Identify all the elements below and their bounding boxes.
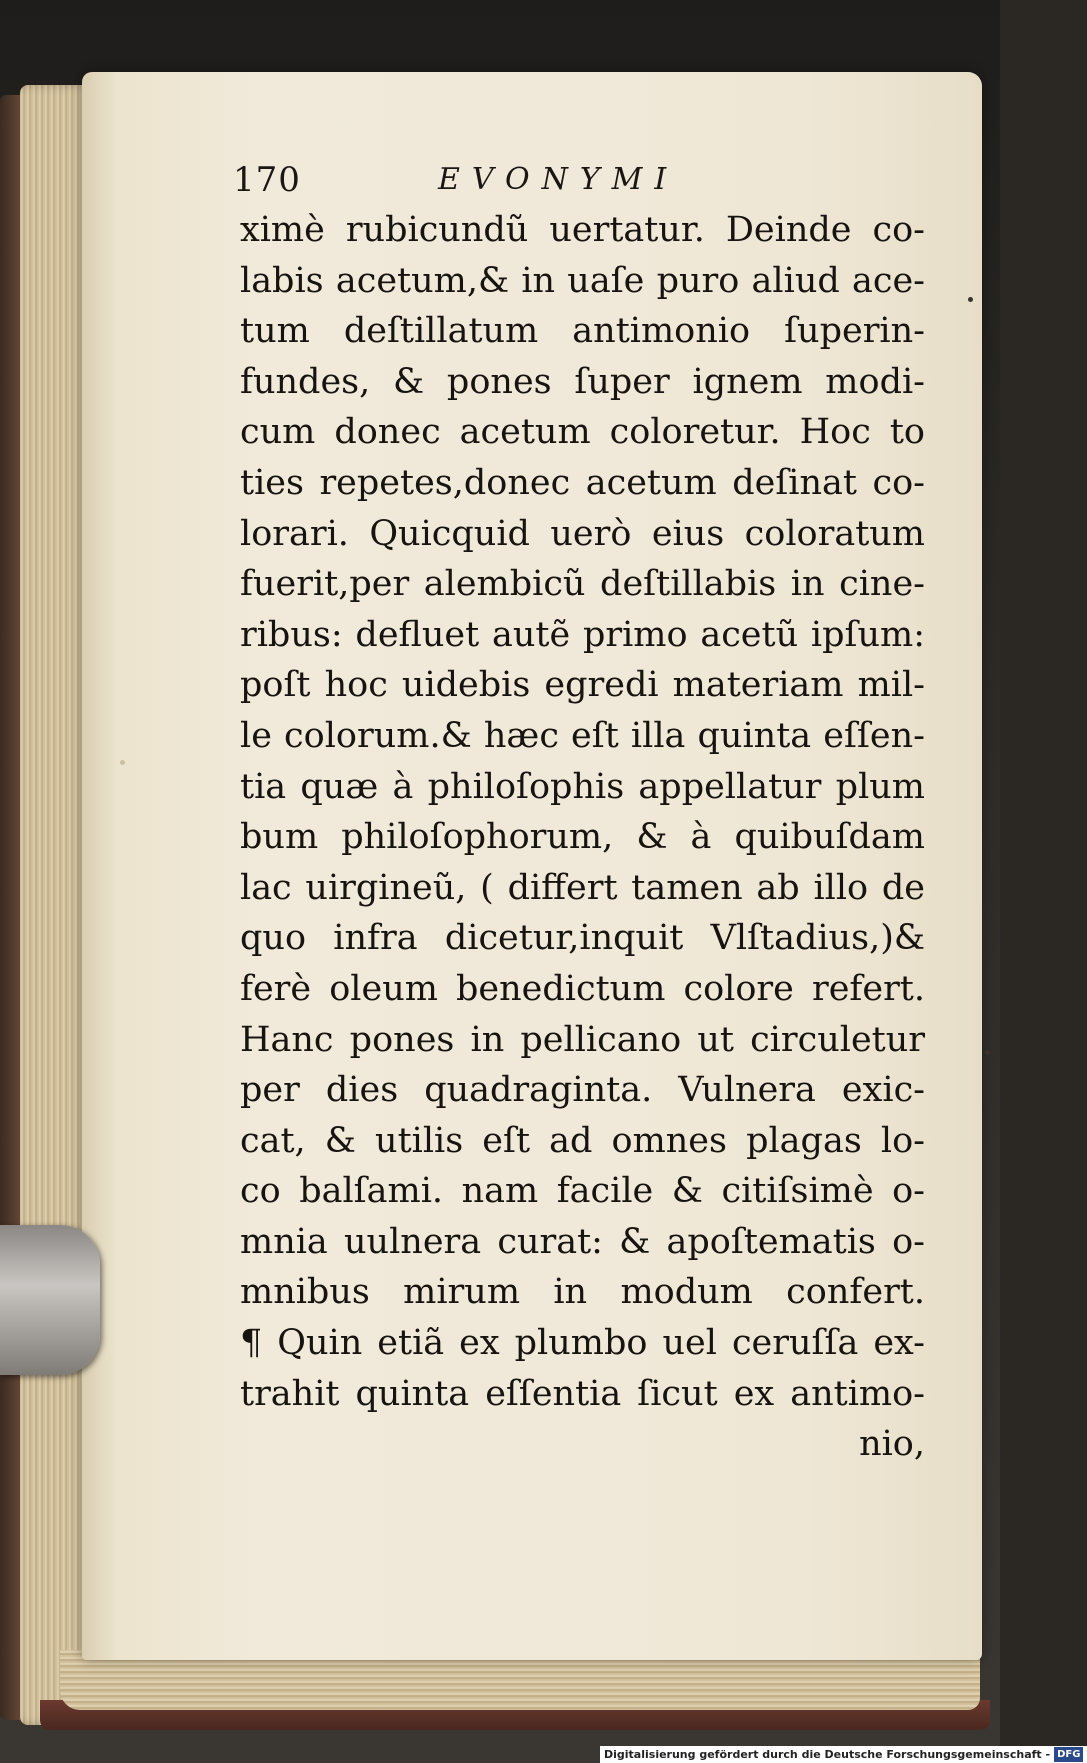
dfg-logo: DFG bbox=[1054, 1747, 1083, 1762]
text-line: fundes, & pones ſuper ignem modi- bbox=[240, 361, 925, 402]
text-line: bum philoſophorum, & à quibuſdam bbox=[240, 817, 925, 858]
text-line: le colorum.& hæc eſt illa quinta eſſen- bbox=[240, 715, 925, 756]
text-line: lorari. Quicquid uerò eius coloratum bbox=[240, 513, 925, 554]
body-text bbox=[240, 205, 925, 1470]
text-line: Hanc pones in pellicano ut circuletur bbox=[240, 1019, 925, 1060]
ink-speck bbox=[985, 1050, 990, 1055]
text-line: ribus: defluet autẽ primo acetũ ipſum: bbox=[240, 614, 925, 655]
running-title: EVONYMI bbox=[438, 162, 679, 197]
text-line: trahit quinta eſſentia ſicut ex antimo- bbox=[240, 1373, 925, 1414]
text-line: mnia uulnera curat: & apoſtematis o- bbox=[240, 1221, 925, 1262]
page-number: 170 bbox=[233, 160, 301, 200]
text-line: ximè rubicundũ uertatur. Deinde co- bbox=[240, 210, 925, 250]
ink-speck bbox=[968, 297, 973, 302]
text-line: mnibus mirum in modum confert. bbox=[240, 1272, 925, 1313]
page-clamp bbox=[0, 1225, 100, 1375]
paper-mark bbox=[120, 760, 125, 765]
text-line: co balſami. nam facile & citiſsimè o- bbox=[240, 1171, 925, 1212]
credit-text: Digitalisierung gefördert durch die Deutsche Forschungsgemeinschaft - bbox=[604, 1748, 1051, 1761]
text-line: cum donec acetum coloretur. Hoc to bbox=[240, 412, 925, 453]
text-line: cat, & utilis eſt ad omnes plagas lo- bbox=[240, 1120, 925, 1161]
text-line-catchword: nio, bbox=[859, 1424, 925, 1465]
text-line: tum deſtillatum antimonio ſuperin- bbox=[240, 311, 925, 352]
text-line: ties repetes,donec acetum deſinat co- bbox=[240, 462, 925, 503]
text-line: ¶ Quin etiã ex plumbo uel ceruſſa ex- bbox=[240, 1323, 925, 1364]
text-line: tia quæ à philoſophis appellatur plum bbox=[240, 766, 925, 807]
text-line: poſt hoc uidebis egredi materiam mil- bbox=[240, 665, 925, 706]
text-line: quo infra dicetur,inquit Vlſtadius,)& bbox=[240, 918, 925, 959]
text-line: fuerit,per alembicũ deſtillabis in cine- bbox=[240, 564, 925, 605]
text-line: lac uirgineũ, ( differt tamen ab illo de bbox=[240, 867, 925, 908]
text-line: labis acetum,& in uaſe puro aliud ace- bbox=[240, 260, 925, 301]
text-line: per dies quadraginta. Vulnera exic- bbox=[240, 1070, 925, 1111]
text-line: ferè oleum benedictum colore refert. bbox=[240, 968, 925, 1009]
digitization-credit bbox=[600, 1746, 1087, 1763]
